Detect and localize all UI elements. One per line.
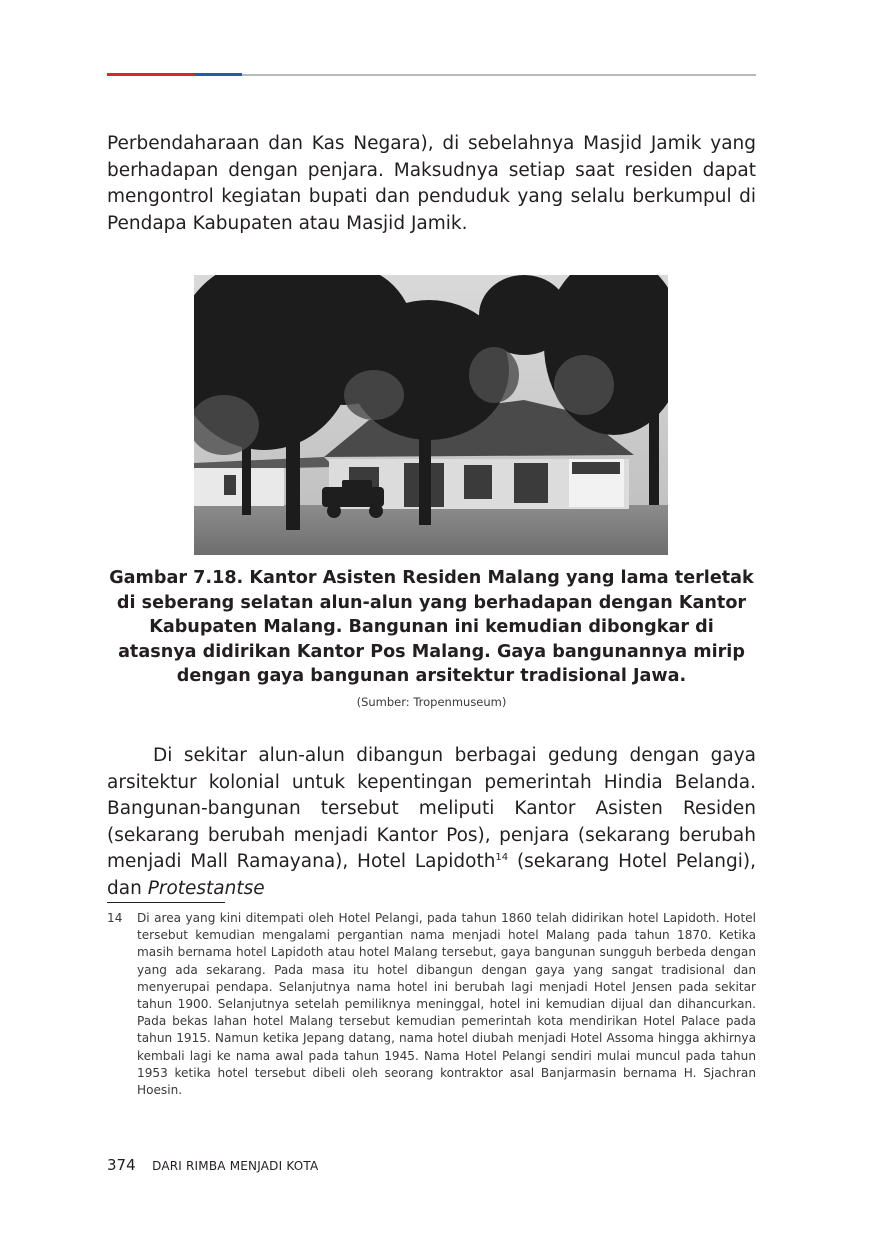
- paragraph-2-text-after: (sekarang Hotel Pelangi), dan: [107, 851, 756, 899]
- figure-caption: Gambar 7.18. Kantor Asisten Residen Malang yang lama terletak di seberang selatan alun-alun yang berhadapan dengan Kantor Kabupaten Malang. Bangunan ini kemudian dibongkar di atasnya didirikan Kantor Pos Malang. Gaya bangunannya mirip dengan gaya bangunan arsitektur tradisional Jawa.: [109, 568, 754, 686]
- header-rule-red: [107, 73, 195, 76]
- header-rule-grey: [242, 74, 756, 76]
- figure-source: (Sumber: Tropenmuseum): [356, 695, 507, 709]
- archival-photo: [194, 275, 668, 555]
- footnote: [107, 910, 756, 1099]
- footnote-number: 14: [107, 911, 123, 925]
- page-footer: [107, 1156, 318, 1174]
- page-number: 374: [107, 1156, 136, 1174]
- header-rule-blue: [195, 73, 242, 76]
- body-paragraph-2: [107, 743, 756, 902]
- footnote-reference[interactable]: 14: [495, 851, 509, 863]
- paragraph-2-italic: Protestantse: [147, 877, 265, 899]
- body-paragraph-1: Perbendaharaan dan Kas Negara), di sebelahnya Masjid Jamik yang berhadapan dengan penjara. Maksudnya setiap saat residen dapat mengontrol kegiatan bupati dan penduduk yang selalu berkumpul di Pendapa Kabupaten atau Masjid Jamik.: [107, 133, 756, 234]
- running-title: DARI RIMBA MENJADI KOTA: [152, 1159, 319, 1173]
- footnote-separator: [107, 902, 225, 903]
- footnote-text: Di area yang kini ditempati oleh Hotel Pelangi, pada tahun 1860 telah didirikan hotel Lapidoth. Hotel tersebut kemudian mengalami pergantian nama menjadi hotel Malang pada tahun 1870. Ketika masih bernama hotel Lapidoth atau hotel Malang tersebut, gaya bangunan sungguh berbeda dengan yang ada sekarang. Pada masa itu hotel dibangun dengan gaya yang sangat tradisional dan menyerupai pendapa. Selanjutnya nama hotel ini berubah lagi menjadi Hotel Jensen pada sekitar tahun 1900. Selanjutnya setelah pemiliknya meninggal, hotel ini kemudian dijual dan dihancurkan. Pada bekas lahan hotel Malang tersebut kemudian pemerintah kota mendirikan Hotel Palace pada tahun 1915. Namun ketika Jepang datang, nama hotel diubah menjadi Hotel Assoma hingga akhirnya kembali lagi ke nama awal pada tahun 1945. Nama Hotel Pelangi sendiri mulai muncul pada tahun 1953 ketika hotel tersebut dibeli oleh seorang kontraktor asal Banjarmasin bernama H. Sjachran Hoesin.: [137, 911, 756, 1098]
- paragraph-2-text: Di sekitar alun-alun dibangun berbagai gedung dengan gaya arsitektur kolonial untuk kepentingan pemerintah Hindia Belanda. Bangunan-bangunan tersebut meliputi Kantor Asisten Residen (sekarang berubah menjadi Kantor Pos), penjara (sekarang berubah menjadi Mall Ramayana), Hotel Lapidoth: [107, 745, 756, 872]
